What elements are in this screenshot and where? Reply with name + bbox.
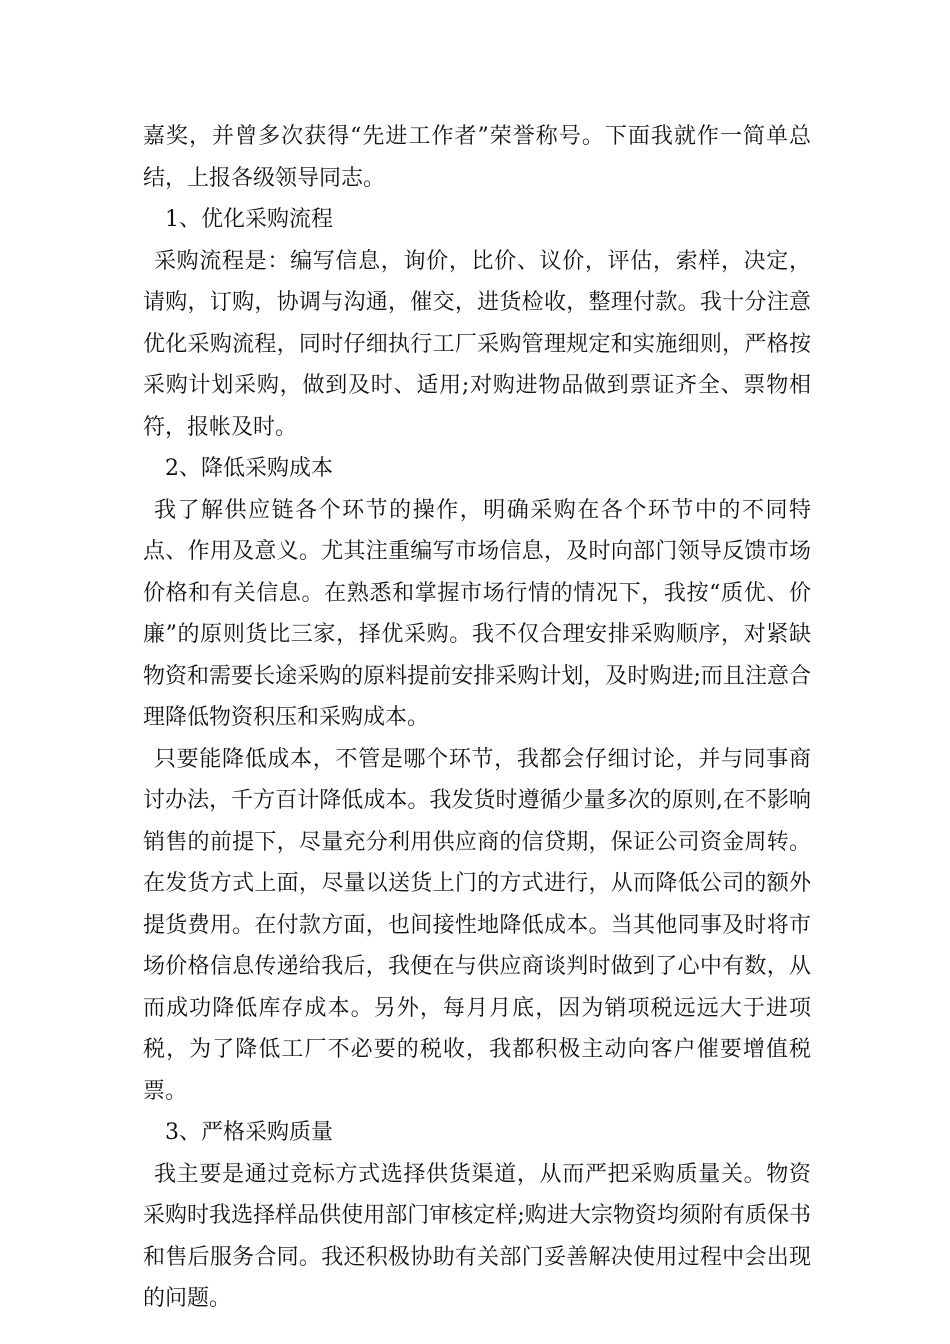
cost-reduction-paragraph-1: 我了解供应链各个环节的操作，明确采购在各个环节中的不同特点、作用及意义。尤其注重编写市场信息，及时向部门领导反馈市场价格和有关信息。在熟悉和掌握市场行情的情况下，我按“质优、价廉”的原则货比三家，择优采购。我不仅合理安排采购顺序，对紧缺物资和需要长途采购的原料提前安排采购计划，及时购进;而且注意合理降低物资积压和采购成本。 [143,497,811,730]
cost-reduction-paragraph-2: 只要能降低成本，不管是哪个环节，我都会仔细讨论，并与同事商讨办法，千方百计降低成本。我发货时遵循少量多次的原则,在不影响销售的前提下，尽量充分利用供应商的信贷期，保证公司资金周转。在发货方式上面，尽量以送货上门的方式进行，从而降低公司的额外提货费用。在付款方面，也间接性地降低成本。当其他同事及时将市场价格信息传递给我后，我便在与供应商谈判时做到了心中有数，从而成功降低库存成本。另外，每月月底，因为销项税远远大于进项税，为了降低工厂不必要的税收，我都积极主动向客户催要增值税票。 [143,746,811,1104]
procurement-process-paragraph: 采购流程是：编写信息，询价，比价、议价，评估，索样，决定，请购，订购，协调与沟通，催交，进货检收，整理付款。我十分注意优化采购流程，同时仔细执行工厂采购管理规定和实施细则，严格按采购计划采购，做到及时、适用;对购进物品做到票证齐全、票物相符，报帐及时。 [143,248,811,440]
section-heading-cost-reduction: 2、降低采购成本 [165,456,333,481]
document-body [143,116,811,1320]
section-heading-quality: 3、严格采购质量 [165,1120,333,1145]
quality-paragraph: 我主要是通过竞标方式选择供货渠道，从而严把采购质量关。物资采购时我选择样品供使用部门审核定样;购进大宗物资均须附有质保书和售后服务合同。我还积极协助有关部门妥善解决使用过程中会出现的问题。 [143,1161,811,1311]
intro-paragraph: 嘉奖，并曾多次获得“先进工作者”荣誉称号。下面我就作一简单总结，上报各级领导同志。 [143,124,811,191]
section-heading-procurement-process: 1、优化采购流程 [165,207,333,232]
